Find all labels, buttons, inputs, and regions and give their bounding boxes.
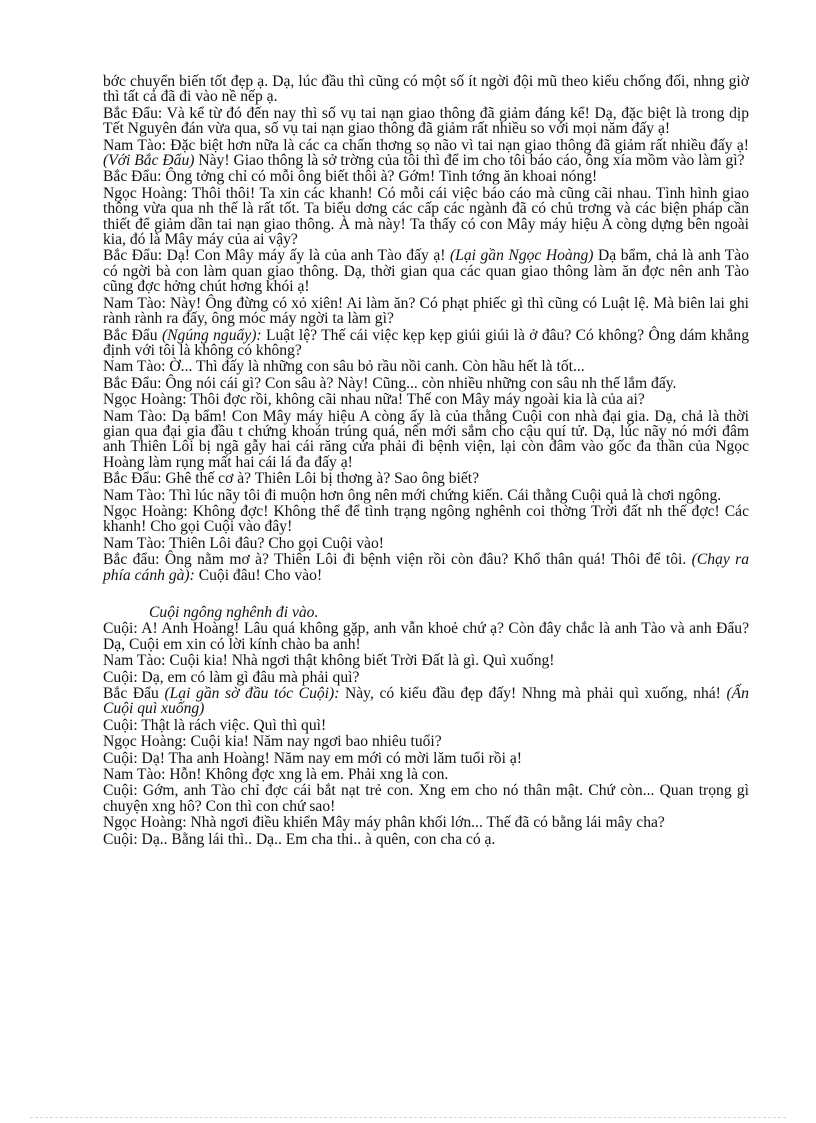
text-run: Ngọc Hoàng: Cuội kia! Năm nay ngơi bao nhiêu tuổi? xyxy=(103,733,442,751)
dialogue-paragraph xyxy=(103,552,749,583)
text-run: Nam Tào: Này! Ông đừng có xỏ xiên! Ai làm ăn? Có phạt phiếc gì thì cũng có Luật lệ. Mà biên lai ghi rành rành ra đấy, ông móc máy ngời ta làm gì? xyxy=(103,294,749,328)
dialogue-paragraph xyxy=(103,783,749,814)
document-page xyxy=(103,74,749,848)
dialogue-paragraph xyxy=(103,734,749,749)
text-run: Nam Tào: Thì lúc nãy tôi đi muộn hơn ông nên mới chứng kiến. Cái thằng Cuội quả là chơi ngông. xyxy=(103,486,722,504)
text-run: bớc chuyển biến tốt đẹp ạ. Dạ, lúc đầu thì cũng có một số ít ngời đội mũ theo kiểu chống đối, nhng giờ thì tất cả đã đi vào nề nếp ạ. xyxy=(103,73,749,106)
text-run: Cuội: Dạ.. Bằng lái thì.. Dạ.. Em cha thi.. à quên, con cha có ạ. xyxy=(103,830,496,848)
dialogue-paragraph xyxy=(103,248,749,294)
text-run: Cuội: Gớm, anh Tào chỉ đợc cái bắt nạt trẻ con. Xng em cho nó thân mật. Chứ còn... Quan trọng gì chuyện xng hô? Con thì con chứ sao! xyxy=(103,782,749,815)
text-run: Bắc Đẩu xyxy=(103,685,165,703)
dialogue-paragraph xyxy=(103,488,749,503)
text-run: Ngọc Hoàng: Thôi thôi! Ta xin các khanh! Có mỗi cái việc báo cáo mà cũng cãi nhau. Tình hình giao thông vừa qua nh thế là rất tốt. Ta biểu dơng các cấp các ngành đã có chủ trơng và các biện pháp cần thiết để giảm dần tai nạn giao thông. À mà này! Ta thấy có con Mây máy hiệu A còng dựng bên ngoài kia, đó là Mây máy của ai vậy? xyxy=(103,184,749,249)
dialogue-paragraph xyxy=(103,504,749,535)
italic-text-run: (Lại gần Ngọc Hoàng) xyxy=(449,247,594,265)
dialogue-paragraph xyxy=(103,106,749,137)
text-run: Bắc Đẩu: Dạ! Con Mây máy ấy là của anh Tào đấy ạ! xyxy=(103,247,450,265)
italic-text-run: (Lại gần sờ đầu tóc Cuội): xyxy=(164,685,340,703)
italic-text-run: (Ngúng nguẩy): xyxy=(161,326,262,344)
dialogue-paragraph xyxy=(103,392,749,407)
dialogue-paragraph xyxy=(103,409,749,471)
dialogue-paragraph xyxy=(103,767,749,782)
dialogue-paragraph xyxy=(103,328,749,359)
text-run: Bắc Đẩu: Và kể từ đó đến nay thì số vụ tai nạn giao thông đã giảm đáng kể! Dạ, đặc biệt là trong dịp Tết Nguyên đán vừa qua, số vụ tai nạn giao thông đã giảm rất nhiều so với mọi năm đấy ạ! xyxy=(103,104,749,138)
dialogue-paragraph xyxy=(103,751,749,766)
italic-text-run: Cuội ngông nghênh đi vào. xyxy=(149,604,319,621)
text-run: Ngọc Hoàng: Không đợc! Không thể để tình trạng ngông nghênh coi thờng Trời đất nh thế đợc! Các khanh! Cho gọi Cuội vào đây! xyxy=(103,502,749,536)
text-run: Nam Tào: Thiên Lôi đâu? Cho gọi Cuội vào! xyxy=(103,534,384,552)
text-run: Dạ bẩm, chả là anh Tào có ngời bà con làm quan giao thông. Dạ, thời gian qua các quan giao thông làm ăn đợc nên anh Tào cũng đợc hởng chút hơng khói ạ! xyxy=(103,247,749,296)
text-run: Nam Tào: Hỗn! Không đợc xng là em. Phải xng là con. xyxy=(103,766,449,784)
text-run: Nam Tào: Đặc biệt hơn nữa là các ca chấn thơng sọ não vì tai nạn giao thông đã giảm rất nhiều đấy ạ! xyxy=(103,136,749,154)
italic-text-run: (Chạy ra phía cánh gà): xyxy=(103,551,749,584)
page-bottom-rule xyxy=(30,1117,786,1118)
text-run: Nam Tào: Cuội kia! Nhà ngơi thật không biết Trời Đất là gì. Quì xuống! xyxy=(103,652,555,670)
dialogue-paragraph xyxy=(103,686,749,717)
text-run: Cuội: Dạ, em có làm gì đâu mà phải quì? xyxy=(103,668,360,686)
dialogue-paragraph xyxy=(103,718,749,733)
dialogue-paragraph xyxy=(103,832,749,847)
dialogue-paragraph xyxy=(103,471,749,486)
text-run: Ngọc Hoàng: Thôi đợc rồi, không cãi nhau nữa! Thế con Mây máy ngoài kia là của ai? xyxy=(103,391,645,409)
text-run: Cuội: Dạ! Tha anh Hoàng! Năm nay em mới có mời lăm tuổi rồi ạ! xyxy=(103,749,522,767)
text-run: Cuội: Thật là rách việc. Quì thì quì! xyxy=(103,716,327,734)
dialogue-paragraph xyxy=(103,536,749,551)
text-run: Bắc đẩu: Ông nằm mơ à? Thiên Lôi đi bệnh viện rồi còn đâu? Khổ thân quá! Thôi để tôi. xyxy=(103,551,692,569)
dialogue-paragraph xyxy=(103,138,749,169)
dialogue-paragraph xyxy=(103,815,749,830)
dialogue-paragraph xyxy=(103,74,749,105)
stage-direction xyxy=(149,605,749,620)
text-run: Bắc Đẩu: Ông nói cái gì? Con sâu à? Này! Cũng... còn nhiều những con sâu nh thế lắm đấy. xyxy=(103,374,677,392)
text-run: Này! Giao thông là sở trờng của tôi thì để im cho tôi báo cáo, ông xía mồm vào làm gì? xyxy=(194,152,745,170)
text-run: Cuội đâu! Cho vào! xyxy=(194,566,323,584)
text-run: Nam Tào: Ờ... Thì đấy là những con sâu bỏ rầu nồi canh. Còn hầu hết là tốt... xyxy=(103,358,585,376)
text-run: Bắc Đẩu: Ông tởng chỉ có mỗi ông biết thôi à? Gớm! Tinh tớng ăn khoai nóng! xyxy=(103,168,598,186)
text-run: Nam Tào: Dạ bẩm! Con Mây máy hiệu A còng ấy là của thằng Cuội con nhà đại gia. Dạ, chả là thời gian qua đại gia đầu t chứng khoán trúng quá, nên mới sắm cho cậu quí tử. Dạ, lúc nãy nó mới đâm anh Thiên Lôi bị ngã gẫy hai cái răng cửa phải đi bệnh viện, lại còn đâm vào gốc đa thần của Ngọc Hoàng làm rụng mất hai cái lá đa đấy ạ! xyxy=(103,407,749,471)
dialogue-paragraph xyxy=(103,376,749,391)
dialogue-paragraph xyxy=(103,670,749,685)
dialogue-paragraph xyxy=(103,169,749,184)
dialogue-paragraph xyxy=(103,621,749,652)
italic-text-run: (Ấn Cuội quì xuống) xyxy=(103,685,749,718)
text-run: Bắc Đẩu: Ghê thế cơ à? Thiên Lôi bị thơng à? Sao ông biết? xyxy=(103,470,480,488)
dialogue-paragraph xyxy=(103,359,749,374)
text-run: Luật lệ? Thế cái việc kẹp kẹp giúi giúi là ở đâu? Có không? Ông dám khẳng định với tôi là không có không? xyxy=(103,326,749,359)
text-run: Bắc Đẩu xyxy=(103,326,162,344)
dialogue-paragraph xyxy=(103,296,749,327)
dialogue-paragraph xyxy=(103,186,749,248)
text-run: Này, có kiểu đầu đẹp đấy! Nhng mà phải quì xuống, nhá! xyxy=(339,685,727,703)
italic-text-run: (Với Bắc Đẩu) xyxy=(103,152,195,170)
text-run: Cuội: A! Anh Hoàng! Lâu quá không gặp, anh vẫn khoẻ chứ ạ? Còn đây chắc là anh Tào và anh Đẩu? Dạ, Cuội em xin có lời kính chào ba anh! xyxy=(103,620,749,653)
text-run: Ngọc Hoàng: Nhà ngơi điều khiển Mây máy phân khối lớn... Thế đã có bằng lái mây cha? xyxy=(103,814,665,832)
dialogue-paragraph xyxy=(103,653,749,668)
